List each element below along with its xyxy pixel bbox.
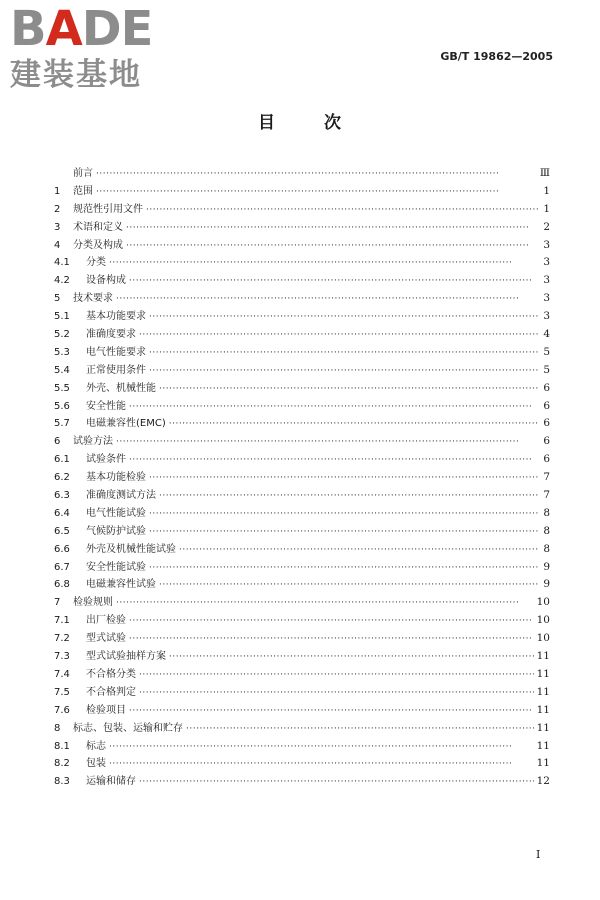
toc-leader-dots (139, 330, 539, 340)
toc-entry-number: 8 (54, 722, 61, 734)
toc-leader-dots (129, 402, 539, 412)
toc-entry-title: 设备构成 (86, 275, 126, 287)
toc-leader-dots (149, 348, 539, 358)
toc-entry-title: 检验规则 (73, 597, 113, 609)
toc-entry-page: 11 (536, 667, 550, 680)
toc-entry-number: 6.4 (54, 507, 70, 519)
toc-entry[interactable] (54, 468, 550, 486)
toc-entry-page: 6 (543, 453, 550, 466)
toc-entry[interactable] (54, 665, 550, 683)
toc-entry-number: 7.1 (54, 615, 70, 627)
toc-leader-dots (116, 437, 539, 447)
toc-entry-title: 试验方法 (73, 436, 113, 448)
toc-leader-dots (169, 419, 539, 429)
toc-entry-page: 3 (543, 238, 550, 251)
toc-entry[interactable] (54, 647, 550, 665)
toc-leader-dots (169, 652, 534, 662)
toc-entry-title: 前言 (73, 168, 93, 179)
toc-entry-number: 5.2 (54, 329, 70, 341)
toc-entry[interactable] (54, 558, 550, 576)
toc-entry[interactable] (54, 164, 550, 182)
toc-entry-number: 7.6 (54, 704, 70, 716)
toc-leader-dots (146, 205, 539, 215)
toc-entry-title: 电气性能试验 (86, 507, 146, 519)
toc-leader-dots (126, 223, 539, 233)
toc-entry-title: 型式试验抽样方案 (86, 651, 166, 663)
toc-entry-page: 4 (543, 328, 550, 341)
toc-entry-title: 分类及构成 (73, 239, 123, 251)
toc-entry-title: 不合格判定 (86, 686, 136, 698)
toc-entry-page: 3 (543, 292, 550, 305)
toc-entry[interactable] (54, 361, 550, 379)
toc-entry[interactable] (54, 307, 550, 325)
logo-letter-a-red: A (45, 1, 82, 57)
bade-logo (10, 1, 180, 94)
toc-entry-number: 8.1 (54, 740, 70, 752)
standard-code: GB/T 19862—2005 (440, 50, 553, 63)
toc-entry-page: 6 (543, 399, 550, 412)
toc-leader-dots (186, 724, 534, 734)
toc-leader-dots (149, 527, 539, 537)
toc-leader-dots (139, 670, 534, 680)
toc-entry-title: 安全性能 (86, 400, 126, 412)
toc-entry-page: 10 (536, 596, 550, 609)
toc-title (0, 108, 600, 133)
toc-title-char-2: 次 (324, 113, 342, 133)
toc-entry-page: 10 (536, 632, 550, 645)
toc-entry-number: 6.5 (54, 525, 70, 537)
toc-leader-dots (126, 241, 539, 251)
toc-entry-page: 8 (543, 542, 550, 555)
toc-entry-number: 4.2 (54, 275, 70, 287)
toc-entry-page: 11 (536, 739, 550, 752)
toc-leader-dots (149, 473, 539, 483)
toc-entry-number: 4 (54, 239, 61, 251)
toc-entry[interactable] (54, 271, 550, 289)
toc-entry-title: 分类 (86, 257, 106, 269)
toc-entry[interactable] (54, 575, 550, 593)
toc-leader-dots (159, 491, 539, 501)
toc-leader-dots (149, 312, 539, 322)
toc-entry-page: 8 (543, 524, 550, 537)
toc-entry-page: 2 (543, 220, 550, 233)
toc-leader-dots (96, 169, 537, 179)
toc-leader-dots (149, 509, 539, 519)
toc-entry-page: 5 (543, 345, 550, 358)
toc-entry-page: 7 (543, 471, 550, 484)
toc-entry-number: 5.1 (54, 311, 70, 323)
toc-entry-title: 规范性引用文件 (73, 203, 143, 215)
toc-entry-title: 出厂检验 (86, 615, 126, 627)
toc-entry-title: 包装 (86, 758, 106, 770)
toc-entry[interactable] (54, 772, 550, 790)
toc-leader-dots (109, 258, 539, 268)
toc-entry[interactable] (54, 737, 550, 755)
toc-entry-number: 7.3 (54, 651, 70, 663)
toc-entry-title: 技术要求 (73, 293, 113, 305)
toc-entry-title: 准确度要求 (86, 329, 136, 341)
toc-entry-number: 7.5 (54, 686, 70, 698)
toc-entry-title: 标志 (86, 740, 106, 752)
toc-entry[interactable] (54, 611, 550, 629)
toc-entry-number: 7 (54, 597, 61, 609)
toc-entry[interactable] (54, 683, 550, 701)
toc-leader-dots (179, 545, 539, 555)
toc-entry-page: 12 (536, 775, 550, 788)
toc-entry-number: 2 (54, 203, 61, 215)
toc-entry-title: 安全性能试验 (86, 561, 146, 573)
toc-entry-page: 11 (536, 685, 550, 698)
logo-letters-de: DE (81, 1, 153, 57)
toc-entry-title: 气候防护试验 (86, 525, 146, 537)
toc-entry-title: 术语和定义 (73, 221, 123, 233)
toc-entry-title: 试验条件 (86, 454, 126, 466)
toc-entry-page: 6 (543, 381, 550, 394)
toc-entry-title: 电磁兼容性试验 (86, 579, 156, 591)
toc-leader-dots (109, 759, 534, 769)
toc-entry-number: 6.6 (54, 543, 70, 555)
toc-entry[interactable] (54, 450, 550, 468)
toc-entry-page: 9 (543, 560, 550, 573)
toc-entry-title: 运输和储存 (86, 776, 136, 788)
toc-entry[interactable] (54, 754, 550, 772)
toc-entry-page: 5 (543, 363, 550, 376)
toc-entry-title: 范围 (73, 185, 93, 197)
toc-leader-dots (116, 294, 539, 304)
toc-entry-page: 3 (543, 310, 550, 323)
toc-entry-number: 5.7 (54, 418, 70, 430)
toc-entry[interactable] (54, 593, 550, 611)
toc-entry-title: 电气性能要求 (86, 346, 146, 358)
toc-entry-title: 外壳及机械性能试验 (86, 543, 176, 555)
toc-title-char-1: 目 (258, 113, 276, 133)
logo-subtitle: 建装基地 (10, 57, 142, 93)
toc-entry-title: 外壳、机械性能 (86, 382, 156, 394)
toc-entry-number: 4.1 (54, 257, 70, 269)
toc-leader-dots (129, 706, 534, 716)
toc-entry-title: 型式试验 (86, 633, 126, 645)
toc-entry-page: 7 (543, 489, 550, 502)
toc-entry[interactable] (54, 397, 550, 415)
toc-entry-number: 5.4 (54, 364, 70, 376)
toc-leader-dots (149, 563, 539, 573)
toc-entry-title: 检验项目 (86, 704, 126, 716)
toc-leader-dots (159, 580, 539, 590)
toc-entry-number: 6.1 (54, 454, 70, 466)
toc-entry-page: 9 (543, 578, 550, 591)
toc-entry-title: 基本功能检验 (86, 472, 146, 484)
toc-entry-page: 6 (543, 417, 550, 430)
toc-entry[interactable] (54, 629, 550, 647)
toc-entry-title: 正常使用条件 (86, 364, 146, 376)
toc-leader-dots (139, 688, 534, 698)
toc-entry-page: Ⅲ (539, 167, 550, 179)
toc-entry-page: 11 (536, 650, 550, 663)
toc-entry[interactable] (54, 701, 550, 719)
toc-leader-dots (159, 384, 539, 394)
toc-entry-page: 10 (536, 614, 550, 627)
toc-entry[interactable] (54, 289, 550, 307)
toc-entry[interactable] (54, 200, 550, 218)
toc-leader-dots (96, 187, 539, 197)
toc-entry-title: 基本功能要求 (86, 311, 146, 323)
toc-entry-page: 8 (543, 506, 550, 519)
toc-entry-number: 6 (54, 436, 61, 448)
toc-entry[interactable] (54, 522, 550, 540)
toc-entry-number: 6.3 (54, 490, 70, 502)
toc-entry-number: 7.4 (54, 668, 70, 680)
toc-entry-page: 1 (543, 202, 550, 215)
toc-entry-title: 标志、包装、运输和贮存 (73, 722, 183, 734)
toc-leader-dots (109, 742, 534, 752)
logo-letter-b: B (10, 1, 46, 57)
toc-entry[interactable] (54, 218, 550, 236)
toc-entry-number: 5.5 (54, 382, 70, 394)
toc-entry-page: 11 (536, 721, 550, 734)
toc-entry-number: 6.8 (54, 579, 70, 591)
toc-entry[interactable] (54, 379, 550, 397)
toc-entry-page: 6 (543, 435, 550, 448)
toc-entry[interactable] (54, 432, 550, 450)
page-number: I (536, 848, 541, 861)
toc-entry[interactable] (54, 343, 550, 361)
toc-entry-page: 11 (536, 757, 550, 770)
toc-entry-page: 11 (536, 703, 550, 716)
toc-entry[interactable] (54, 486, 550, 504)
toc-entry-number: 5 (54, 293, 61, 305)
toc-leader-dots (129, 634, 534, 644)
toc-leader-dots (129, 616, 534, 626)
toc-entry-number: 7.2 (54, 633, 70, 645)
toc-entry[interactable] (54, 719, 550, 737)
toc-entry-number: 5.3 (54, 346, 70, 358)
toc-entry[interactable] (54, 414, 550, 432)
table-of-contents (54, 164, 550, 790)
toc-entry[interactable] (54, 253, 550, 271)
toc-entry[interactable] (54, 504, 550, 522)
toc-entry-number: 6.2 (54, 472, 70, 484)
toc-entry[interactable] (54, 182, 550, 200)
toc-entry-number: 5.6 (54, 400, 70, 412)
toc-entry-number: 3 (54, 221, 61, 233)
toc-entry-number: 6.7 (54, 561, 70, 573)
toc-entry-number: 1 (54, 185, 61, 197)
toc-entry-title: 不合格分类 (86, 668, 136, 680)
toc-entry-page: 1 (543, 184, 550, 197)
toc-entry[interactable] (54, 540, 550, 558)
toc-entry-title: 电磁兼容性(EMC) (86, 418, 166, 430)
toc-leader-dots (149, 366, 539, 376)
toc-entry-number: 8.3 (54, 776, 70, 788)
toc-entry-page: 3 (543, 256, 550, 269)
toc-leader-dots (129, 276, 539, 286)
toc-entry-title: 准确度测试方法 (86, 490, 156, 502)
toc-leader-dots (129, 455, 539, 465)
logo-wordmark (10, 1, 153, 57)
toc-entry-page: 3 (543, 274, 550, 287)
toc-leader-dots (116, 598, 534, 608)
toc-entry[interactable] (54, 325, 550, 343)
toc-entry[interactable] (54, 236, 550, 254)
toc-leader-dots (139, 777, 534, 787)
toc-entry-number: 8.2 (54, 758, 70, 770)
